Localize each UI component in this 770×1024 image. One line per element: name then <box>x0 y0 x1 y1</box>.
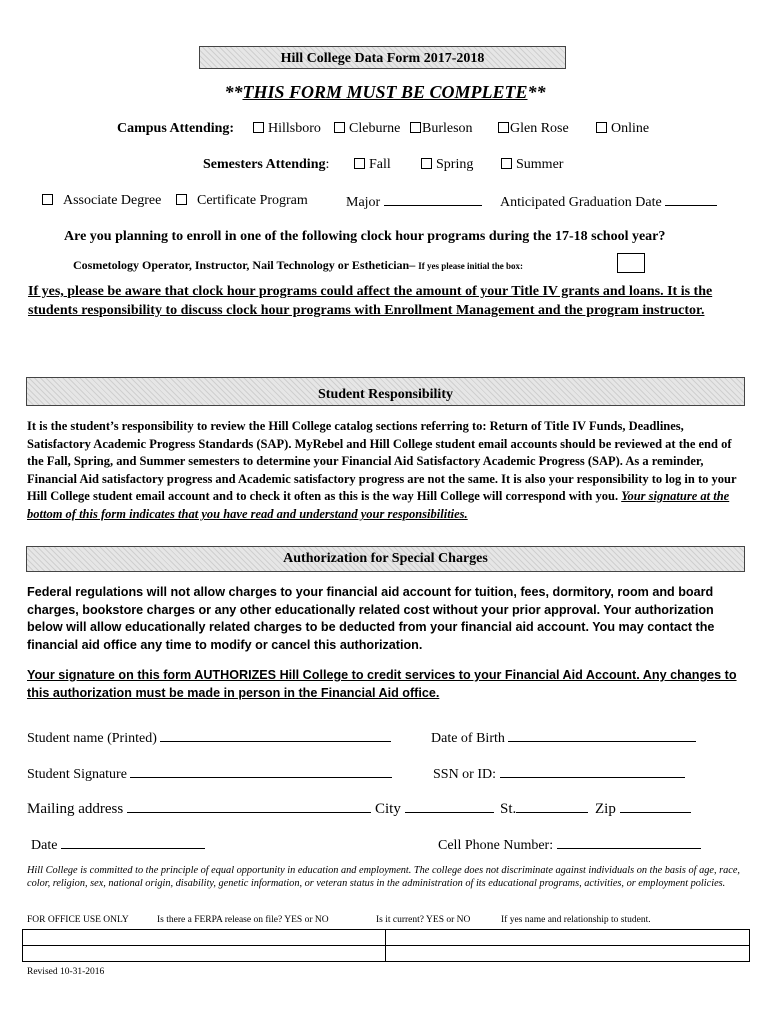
current-question: Is it current? YES or NO <box>376 915 471 925</box>
equal-opportunity-disclaimer: Hill College is committed to the principle of equal opportunity in education and employment. The college does not discriminate against individuals on the basis of age, race, color, religion, sex, national origin, disability, genetic information, or veteran status in the administration of its educational programs, activities, or employment policies. <box>27 865 740 889</box>
responsibility-emphasis: Your signature at the bottom of this form indicates that you have read and understand your responsibilities. <box>27 489 730 521</box>
checkbox[interactable] <box>498 122 509 133</box>
city-line[interactable] <box>405 800 494 813</box>
office-cell[interactable] <box>386 930 750 946</box>
office-use-label: FOR OFFICE USE ONLY <box>27 915 129 925</box>
campus-row <box>117 121 234 137</box>
authorization-statement: Your signature on this form AUTHORIZES Hill College to credit services to your Financial Aid Account. Any changes to this authorization must be made in person in the Financial Aid office. <box>27 668 737 700</box>
must-complete-heading: **THIS FORM MUST BE COMPLETE** <box>224 82 546 102</box>
city-field[interactable]: City <box>375 800 494 818</box>
form-title: Hill College Data Form 2017-2018 <box>280 51 485 66</box>
office-row <box>23 930 750 946</box>
student-responsibility-heading-box <box>26 377 745 406</box>
campus-label: Campus Attending: <box>117 121 235 136</box>
major-input-line[interactable] <box>384 193 482 206</box>
checkbox[interactable] <box>334 122 345 133</box>
semester-option-spring[interactable]: Spring <box>421 157 473 173</box>
zip-field[interactable]: Zip <box>595 800 691 818</box>
relationship-note: If yes name and relationship to student. <box>501 915 651 925</box>
clock-hour-warning: If yes, please be aware that clock hour programs could affect the amount of your Title IV grants and loans. It is the students responsibility to discuss clock hour programs with Enrollment Management and the program instructor. <box>28 284 713 318</box>
checkbox[interactable] <box>176 194 187 205</box>
checkbox[interactable] <box>596 122 607 133</box>
student-name-field[interactable]: Student name (Printed) <box>27 729 391 747</box>
office-use-table <box>22 929 750 962</box>
state-line[interactable] <box>516 800 588 813</box>
clock-hour-question: Are you planning to enroll in one of the following clock hour programs during the 17-18 school year? <box>64 229 666 244</box>
clock-hour-programs: Cosmetology Operator, Instructor, Nail Technology or Esthetician– If yes please initial the box: <box>73 258 523 272</box>
zip-line[interactable] <box>620 800 691 813</box>
checkbox[interactable] <box>501 158 512 169</box>
ssn-line[interactable] <box>500 765 685 778</box>
checkbox[interactable] <box>253 122 264 133</box>
cell-phone-line[interactable] <box>557 836 701 849</box>
student-name-line[interactable] <box>160 729 391 742</box>
student-responsibility-heading: Student Responsibility <box>318 387 453 402</box>
authorization-heading-box <box>26 546 745 572</box>
mailing-line[interactable] <box>127 800 371 813</box>
checkbox[interactable] <box>410 122 421 133</box>
associate-degree-option[interactable]: Associate Degree <box>42 193 161 209</box>
revised-date: Revised 10-31-2016 <box>27 967 105 977</box>
authorization-body: Federal regulations will not allow charges to your financial aid account for tuition, fees, dormitory, room and board charges, bookstore charges or any other educationally related cost without your prior approval. Your authorization below will allow educationally related charges to be deducted from your financial aid account. You may contact the financial aid office any time to modify or cancel this authorization. <box>27 585 715 652</box>
checkbox[interactable] <box>42 194 53 205</box>
date-line[interactable] <box>61 836 205 849</box>
campus-option-hillsboro[interactable]: Hillsboro <box>253 121 321 137</box>
graduation-date-field[interactable]: Anticipated Graduation Date <box>500 193 717 211</box>
office-cell[interactable] <box>386 946 750 962</box>
checkbox[interactable] <box>354 158 365 169</box>
ferpa-question: Is there a FERPA release on file? YES or NO <box>157 915 329 925</box>
date-field[interactable]: Date <box>31 836 205 854</box>
dob-field[interactable]: Date of Birth <box>431 729 696 747</box>
major-field[interactable]: Major <box>346 193 482 211</box>
checkbox[interactable] <box>421 158 432 169</box>
authorization-heading: Authorization for Special Charges <box>283 551 488 566</box>
dob-line[interactable] <box>508 729 696 742</box>
semester-option-summer[interactable]: Summer <box>501 157 563 173</box>
office-cell[interactable] <box>23 946 386 962</box>
campus-option-glen-rose[interactable]: Glen Rose <box>498 121 569 137</box>
signature-line[interactable] <box>130 765 392 778</box>
graduation-input-line[interactable] <box>665 193 717 206</box>
student-responsibility-body: It is the student’s responsibility to review the Hill College catalog sections referring to: Return of Title IV Funds, Deadlines, Satisfactory Academic Progress Standards (SAP). MyRebel and Hill College student email accounts should be reviewed at the end of the Fall, Spring, and Summer semesters to determine your Financial Aid Satisfactory Academic Progress (SAP). As a reminder, Financial Aid satisfactory progress and Academic satisfactory progress are not the same. It is also your responsibility to log in to your Hill College student email account and to check it often as this is the way Hill College will correspond with you. Your signature at the bottom of this form indicates that you have read and understand your responsibilities. <box>27 419 737 521</box>
initial-box[interactable] <box>617 253 645 273</box>
semester-option-fall[interactable]: Fall <box>354 157 391 173</box>
signature-field[interactable]: Student Signature <box>27 765 392 783</box>
form-title-box <box>199 46 566 69</box>
office-cell[interactable] <box>23 930 386 946</box>
office-row <box>23 946 750 962</box>
campus-option-online[interactable]: Online <box>596 121 649 137</box>
semesters-label: Semesters Attending: <box>203 157 330 172</box>
ssn-field[interactable]: SSN or ID: <box>433 765 685 783</box>
campus-option-burleson[interactable]: Burleson <box>410 121 473 137</box>
state-field[interactable]: St. <box>500 800 588 818</box>
cell-phone-field[interactable]: Cell Phone Number: <box>438 836 701 854</box>
mailing-address-field[interactable]: Mailing address <box>27 800 371 818</box>
campus-option-cleburne[interactable]: Cleburne <box>334 121 400 137</box>
certificate-program-option[interactable]: Certificate Program <box>176 193 308 209</box>
